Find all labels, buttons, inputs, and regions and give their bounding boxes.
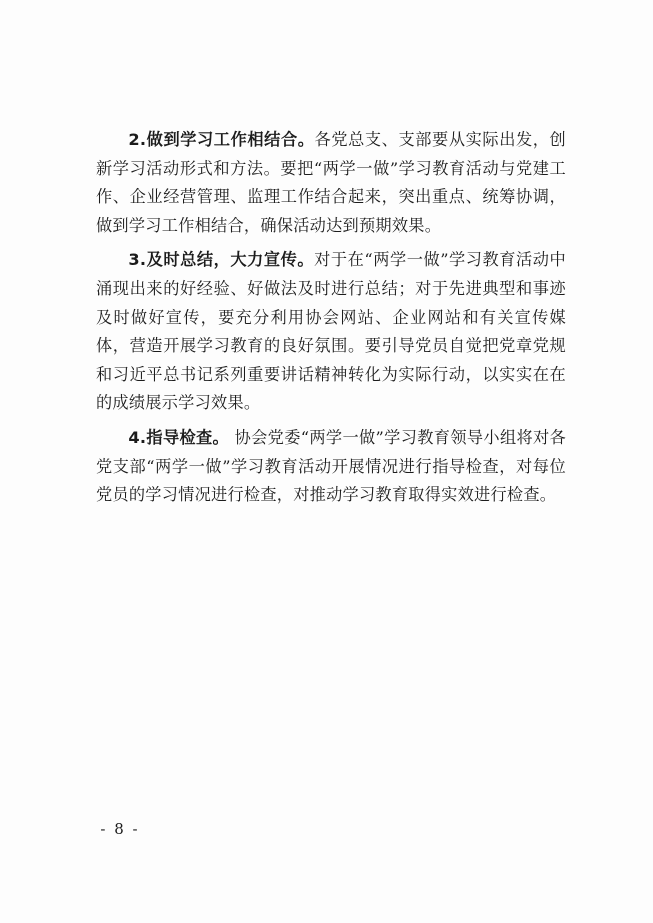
paragraph-text: 各党总支、支部要从实际出发，创新学习活动形式和方法。要把“两学一做”学习教育活动与党建工作、企业经营管理、监理工作结合起来，突出重点、统筹协调，做到学习工作相结合，确保活动达到预期效果。 (96, 130, 566, 235)
page-number: - 8 - (100, 820, 140, 838)
paragraph-combine-study-work (96, 126, 566, 240)
paragraph-heading: 2.做到学习工作相结合。 (128, 130, 315, 149)
document-body (96, 126, 566, 516)
paragraph-summary-publicity (96, 246, 566, 418)
paragraph-guidance-inspection (96, 424, 566, 510)
paragraph-heading: 3.及时总结，大力宣传。 (128, 250, 315, 270)
paragraph-text: 协会党委“两学一做”学习教育领导小组将对各党支部“两学一做”学习教育活动开展情况进行指导检查，对每位党员的学习情况进行检查，对推动学习教育取得实效进行检查。 (96, 427, 566, 505)
paragraph-heading: 4.指导检查。 (128, 427, 230, 447)
paragraph-text: 对于在“两学一做”学习教育活动中涌现出来的好经验、好做法及时进行总结；对于先进典型和事迹及时做好宣传，要充分利用协会网站、企业网站和有关宣传媒体，营造开展学习教育的良好氛围。要引导党员自觉把党章党规和习近平总书记系列重要讲话精神转化为实际行动，以实实在在的成绩展示学习效果。 (96, 250, 566, 413)
